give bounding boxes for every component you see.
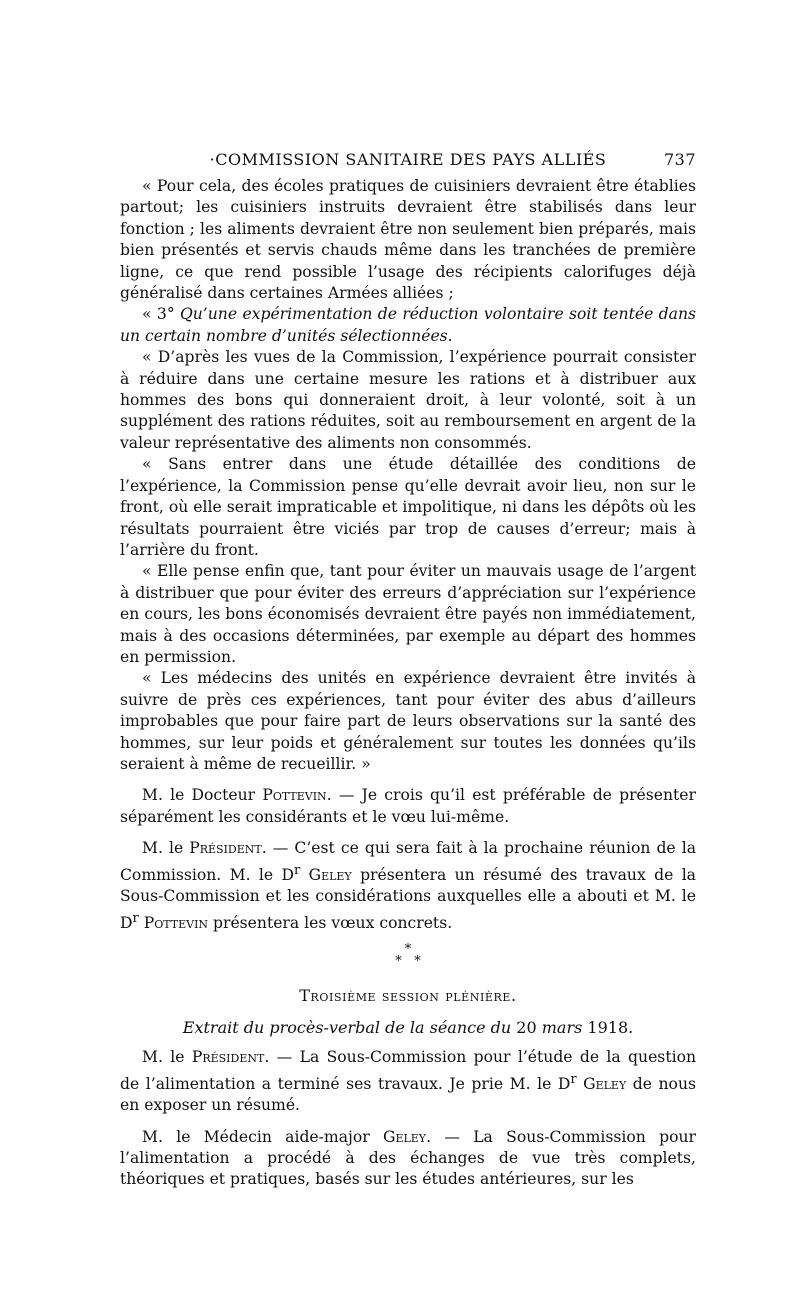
speaker-lead: M. le Docteur <box>142 786 263 805</box>
speech-text: . — Je crois qu’il est préférable de présenter séparément les considérants et le vœu lui-même. <box>120 786 696 826</box>
header-title: ·COMMISSION SANITAIRE DES PAYS ALLIÉS <box>209 150 607 169</box>
session-extract <box>120 1018 696 1037</box>
section-title: Troisième session plénière. <box>299 986 517 1006</box>
page-number: 737 <box>663 150 696 169</box>
speaker-name: Geley <box>382 1127 427 1146</box>
point-3-prefix: « 3° <box>142 305 180 324</box>
speaker-lead: M. le Médecin aide-major <box>142 1127 383 1146</box>
extract-prefix: Extrait du procès-verbal de la séance du <box>182 1018 517 1038</box>
paragraph-point-3 <box>120 304 696 347</box>
asterism-star-top: * <box>404 942 412 958</box>
superscript-r: r <box>294 862 301 878</box>
speech-text: présentera un résumé des travaux de la Sous-Commission et les considérations auxquelles elle a abouti et M. le D <box>120 865 696 932</box>
point-3-text: Qu’une expérimentation de réduction volontaire soit tentée dans un certain nombre d’unités sélectionnées. <box>120 305 696 345</box>
paragraph-cooks: « Pour cela, des écoles pratiques de cuisiniers devraient être établies partout; les cuisiniers instruits devraient être stabilisés dans leur fonction ; les aliments devraient être non seulement bien préparés, mais bien présentés et servis chauds même dans les tranchées de première ligne, ce que rend possible l’usage des récipients calorifuges déjà généralisé dans certaines Armées alliées ; <box>120 177 696 303</box>
paragraph-doctors: « Les médecins des unités en expérience devraient être invités à suivre de près ces expériences, tant pour éviter des abus d’ailleurs improbables que pour faire part de leurs observations sur la santé des hommes, sur leur poids et généralement sur toutes les données qu’ils seraient à même de recueillir. » <box>120 669 696 773</box>
paragraph-president-1 <box>120 838 696 934</box>
paragraph-experiment-conditions: « Sans entrer dans une étude détaillée des conditions de l’expérience, la Commission pense qu’elle devrait avoir lieu, non sur le front, où elle serait impraticable et impolitique, ni dans les dépôts où les résultats pourraient être viciés par trop de causes d’erreur; mais à l’arrière du front. <box>120 455 696 559</box>
paragraph-commission-views: « D’après les vues de la Commission, l’expérience pourrait consister à réduire dans une certaine mesure les rations et à distribuer aux hommes des bons qui donneraient droit, à leur volonté, soit à un supplément des rations réduites, soit au remboursement en argent de la valeur représentative des aliments non consommés. <box>120 348 696 452</box>
speaker-lead: M. le <box>142 1048 192 1067</box>
speech-text: . — La Sous-Commission pour l’étude de la question de l’alimentation a terminé ses travaux. Je prie M. le D <box>120 1048 696 1093</box>
speech-text: de nous en exposer un résumé. <box>120 1074 696 1115</box>
speech-text: . — C’est ce qui sera fait à la prochaine réunion de la Commission. M. le D <box>120 839 696 884</box>
speech-text: . — La Sous-Commission pour l’alimentation a procédé à des échanges de vue très complets, théoriques et pratiques, basés sur les études antérieures, sur les <box>120 1127 696 1189</box>
running-header <box>120 150 696 176</box>
document-page <box>120 150 696 1191</box>
paragraph-pottevin <box>120 785 696 828</box>
speaker-name: Pottevin <box>262 786 327 805</box>
speaker-name: Président <box>191 1048 265 1067</box>
name-geley: Geley <box>308 865 352 884</box>
paragraph-geley <box>120 1127 696 1191</box>
extract-date: 20 <box>516 1018 537 1038</box>
asterism-star-bottom: * * <box>395 954 421 970</box>
paragraph-money-usage: « Elle pense enfin que, tant pour éviter un mauvais usage de l’argent à distribuer que pour éviter des erreurs d’appréciation sur l’expérience en cours, les bons économisés devraient être payés non immédiatement, mais à des occasions déterminées, par exemple au départ des hommes en permission. <box>120 562 696 666</box>
superscript-r: r <box>132 910 139 926</box>
extract-year: 1918 <box>587 1018 629 1038</box>
speaker-lead: M. le <box>142 839 190 858</box>
name-geley: Geley <box>583 1074 627 1093</box>
asterism-separator <box>120 944 696 978</box>
speaker-name: Président <box>189 839 262 858</box>
extract-end: . <box>628 1018 634 1038</box>
speech-text: présentera les vœux concrets. <box>208 913 453 932</box>
superscript-r: r <box>570 1071 577 1087</box>
extract-mid: mars <box>536 1018 588 1038</box>
name-pottevin: Pottevin <box>143 913 209 932</box>
paragraph-president-2 <box>120 1047 696 1116</box>
